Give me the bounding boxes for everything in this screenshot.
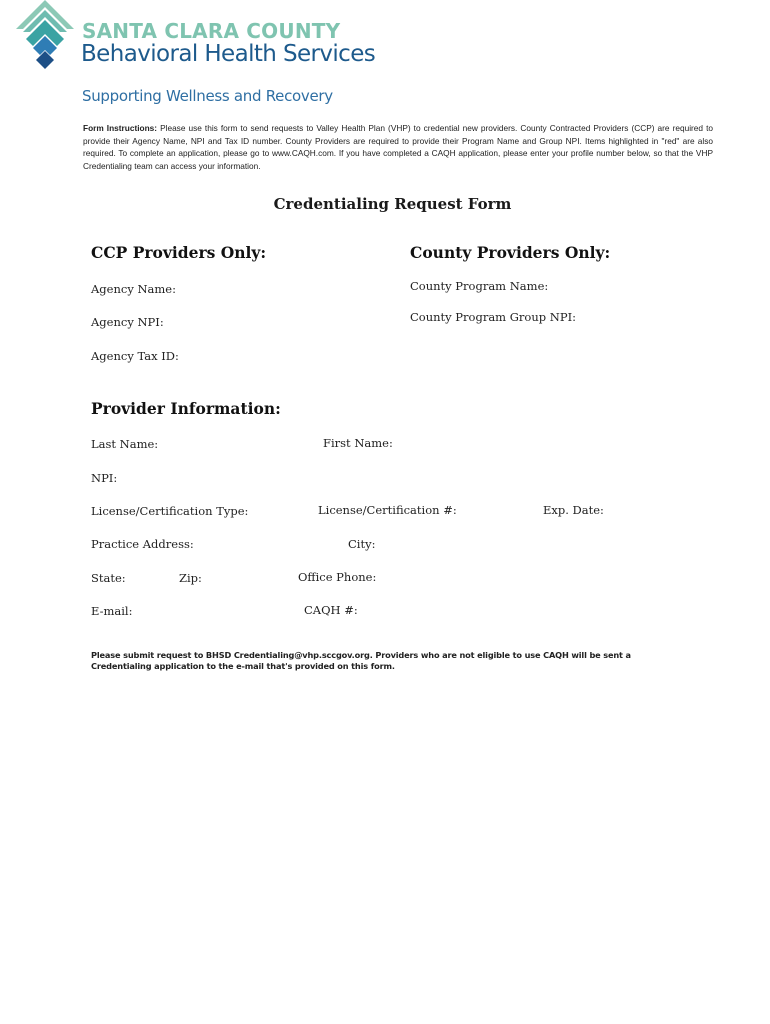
- instructions-label: Form Instructions:: [83, 123, 158, 133]
- county-program-group-npi-label: County Program Group NPI:: [410, 310, 576, 324]
- instructions-text: Please use this form to send requests to Valley Health Plan (VHP) to credential new providers. County Contracted Providers (CCP) are required to provide their Agency Name, NPI and Tax ID number. County Providers are required to provide their Program Name and Group NPI. Items highlighted in "red" are also required. To complete an application, please go to www.CAQH.com. If you have completed a CAQH application, please enter your profile number below, so that the VHP Credentialing team can access your information.: [83, 123, 713, 171]
- license-number-label: License/Certification #:: [318, 503, 457, 517]
- caqh-label: CAQH #:: [304, 603, 358, 617]
- license-type-label: License/Certification Type:: [91, 504, 249, 518]
- agency-name-label: Agency Name:: [91, 282, 176, 296]
- county-program-name-label: County Program Name:: [410, 279, 549, 293]
- state-label: State:: [91, 571, 126, 585]
- ccp-section-heading: CCP Providers Only:: [91, 243, 267, 262]
- practice-address-label: Practice Address:: [91, 537, 194, 551]
- agency-npi-label: Agency NPI:: [91, 315, 164, 329]
- form-title: Credentialing Request Form: [273, 195, 512, 213]
- npi-label: NPI:: [91, 471, 118, 485]
- org-name: SANTA CLARA COUNTY: [82, 19, 341, 43]
- exp-date-label: Exp. Date:: [543, 503, 604, 517]
- city-label: City:: [348, 537, 376, 551]
- email-label: E-mail:: [91, 604, 133, 618]
- tagline: Supporting Wellness and Recovery: [82, 87, 333, 105]
- county-section-heading: County Providers Only:: [410, 243, 611, 262]
- submission-note: Please submit request to BHSD Credentialing@vhp.sccgov.org. Providers who are not eligible to use CAQH will be sent a Credentialing application to the e-mail that's provided on this form.: [91, 650, 631, 671]
- provider-section-heading: Provider Information:: [91, 399, 281, 418]
- last-name-label: Last Name:: [91, 437, 159, 451]
- first-name-label: First Name:: [323, 436, 393, 450]
- agency-tax-id-label: Agency Tax ID:: [91, 349, 179, 363]
- office-phone-label: Office Phone:: [298, 570, 377, 584]
- zip-label: Zip:: [179, 571, 202, 585]
- form-instructions: [83, 122, 713, 172]
- county-logo-icon: [14, 0, 76, 70]
- department-name: Behavioral Health Services: [81, 41, 376, 67]
